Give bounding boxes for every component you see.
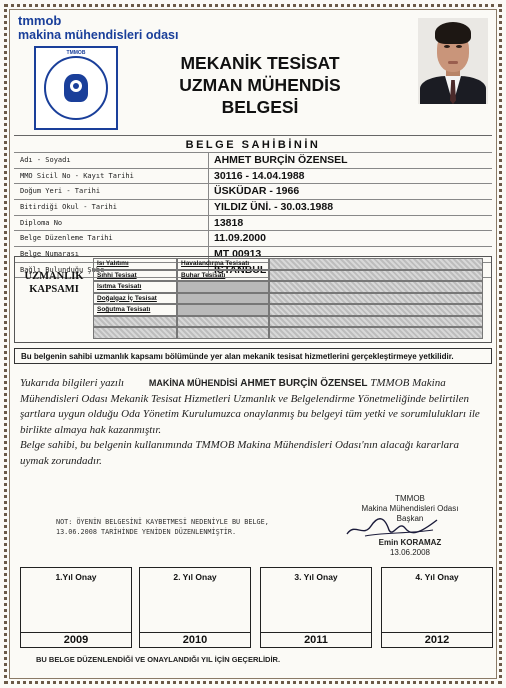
info-label: Belge Numarası bbox=[20, 250, 80, 259]
info-value: 30116 - 14.04.1988 bbox=[214, 169, 305, 182]
certification-statement bbox=[20, 376, 490, 469]
scope-label-line1: UZMANLIK bbox=[24, 271, 84, 282]
scope-item: Buhar Tesisatı bbox=[177, 270, 269, 282]
scope-item: Soğutma Tesisatı bbox=[93, 304, 177, 316]
scope-blank bbox=[269, 316, 483, 328]
info-label: Adı - Soyadı bbox=[20, 156, 71, 164]
info-label: Belge Düzenleme Tarihi bbox=[20, 234, 113, 243]
info-value: 11.09.2000 bbox=[214, 232, 266, 245]
info-row bbox=[14, 215, 492, 231]
scope-blank bbox=[93, 316, 177, 328]
approval-year: 2010 bbox=[140, 632, 250, 647]
scope-blank bbox=[177, 327, 269, 339]
scope-blank bbox=[177, 293, 269, 305]
info-label: Bağlı Bulunduğu Şube bbox=[20, 265, 105, 274]
sign-role: Başkan bbox=[396, 514, 424, 523]
scope-blank bbox=[269, 270, 483, 282]
info-value: 13818 bbox=[214, 216, 244, 229]
scope-label-line2: KAPSAMI bbox=[29, 284, 79, 295]
note-line1: NOT: ÖYENİN BELGESİNİ KAYBETMESİ NEDENİYLE BU BELGE, bbox=[56, 518, 269, 526]
info-label: Diploma No bbox=[20, 218, 63, 227]
info-value: MT 00913 bbox=[214, 248, 262, 261]
scope-grid bbox=[93, 258, 483, 339]
signer-name: Emin KORAMAZ bbox=[378, 538, 442, 547]
expertise-scope bbox=[14, 256, 492, 343]
info-row bbox=[14, 152, 492, 168]
org-name-line1: tmmob bbox=[18, 13, 62, 28]
title-line2: UZMAN MÜHENDİS BELGESİ bbox=[179, 75, 341, 117]
scope-item: Isıtma Tesisatı bbox=[93, 281, 177, 293]
authorization-notice: Bu belgenin sahibi uzmanlık kapsamı bölümünde yer alan mekanik tesisat hizmetlerini gerçekleştirmeye yetkilidir. bbox=[14, 348, 492, 364]
scope-blank bbox=[269, 293, 483, 305]
holder-name: AHMET BURÇİN ÖZENSEL bbox=[240, 378, 368, 389]
scope-blank bbox=[269, 281, 483, 293]
statement-obligation: Belge sahibi, bu belgenin kullanımında TMMOB Makina Mühendisleri Odası'nın alacağı kararlara uymak zorundadır. bbox=[20, 439, 459, 467]
approval-label: 2. Yıl Onay bbox=[173, 572, 217, 582]
holder-title: MAKİNA MÜHENDİSİ bbox=[148, 378, 238, 388]
info-label: MMO Sicil No - Kayıt Tarihi bbox=[20, 171, 134, 180]
info-row bbox=[14, 168, 492, 184]
approval-box-4 bbox=[381, 567, 493, 648]
section-title: BELGE SAHİBİNİN bbox=[185, 139, 321, 151]
info-value: İSTANBUL bbox=[214, 263, 267, 276]
approval-box-1 bbox=[20, 567, 132, 648]
scope-blank bbox=[177, 304, 269, 316]
tmmob-logo bbox=[34, 46, 118, 130]
sign-org1: TMMOB bbox=[395, 494, 425, 503]
approval-label: 3. Yıl Onay bbox=[294, 572, 338, 582]
approval-year: 2012 bbox=[382, 632, 492, 647]
info-label: Doğum Yeri - Tarihi bbox=[20, 187, 101, 196]
approval-label: 4. Yıl Onay bbox=[415, 572, 459, 582]
sign-date: 13.06.2008 bbox=[389, 548, 431, 557]
logo-emblem-icon bbox=[64, 74, 88, 102]
logo-text: TMMOB bbox=[66, 50, 86, 56]
info-value: AHMET BURÇİN ÖZENSEL bbox=[214, 154, 348, 166]
scope-blank bbox=[269, 304, 483, 316]
approval-year: 2011 bbox=[261, 632, 371, 647]
scope-blank bbox=[177, 316, 269, 328]
scope-blank bbox=[269, 258, 483, 270]
org-name bbox=[18, 14, 178, 42]
org-name-line2: makina mühendisleri odası bbox=[18, 28, 179, 42]
scope-blank bbox=[269, 327, 483, 339]
approval-label: 1.Yıl Onay bbox=[55, 572, 97, 582]
sign-org2: Makina Mühendisleri Odası bbox=[361, 504, 459, 513]
divider bbox=[14, 135, 492, 136]
holder-photo bbox=[418, 18, 488, 104]
scope-item: Isı Yalıtımı bbox=[93, 258, 177, 270]
info-value: ÜSKÜDAR - 1966 bbox=[214, 185, 300, 198]
document-title bbox=[140, 52, 380, 118]
info-label: Bitirdiği Okul - Tarihi bbox=[20, 203, 117, 212]
statement-body: TMMOB Makina Mühendisleri Odası Mekanik Tesisat Hizmetleri Uzmanlık ve Belgelendirme Yönetmeliğinde belirtilen şartlara uygun olduğu Oda Yönetim Kurulumuzca onaylanmış bu belgeyi tüm yetki ve sorumlulukları ile birlikte almaya hak kazanmıştır. bbox=[20, 377, 480, 436]
statement-intro: Yukarıda bilgileri yazılı bbox=[20, 377, 125, 389]
info-row bbox=[14, 183, 492, 199]
scope-blank bbox=[177, 281, 269, 293]
approval-year: 2009 bbox=[21, 632, 131, 647]
scope-item: Sıhhi Tesisat bbox=[93, 270, 177, 282]
info-row bbox=[14, 199, 492, 215]
info-value: YILDIZ ÜNİ. - 30.03.1988 bbox=[214, 201, 334, 214]
scope-item: Havalandırma Tesisatı bbox=[177, 258, 269, 270]
scope-item: Doğalgaz İç Tesisat bbox=[93, 293, 177, 305]
reissue-note bbox=[56, 517, 356, 537]
title-line1: MEKANİK TESİSAT bbox=[180, 53, 340, 73]
approval-box-3 bbox=[260, 567, 372, 648]
validity-footer: BU BELGE DÜZENLENDİĞİ VE ONAYLANDIĞI YIL İÇİN GEÇERLİDİR. bbox=[36, 655, 281, 664]
approval-box-2 bbox=[139, 567, 251, 648]
scope-blank bbox=[93, 327, 177, 339]
note-line2: 13.06.2008 TARİHİNDE YENİDEN DÜZENLENMİŞTİR. bbox=[56, 528, 237, 536]
signature-scribble bbox=[345, 512, 440, 542]
info-row bbox=[14, 230, 492, 246]
scope-label bbox=[17, 270, 91, 296]
